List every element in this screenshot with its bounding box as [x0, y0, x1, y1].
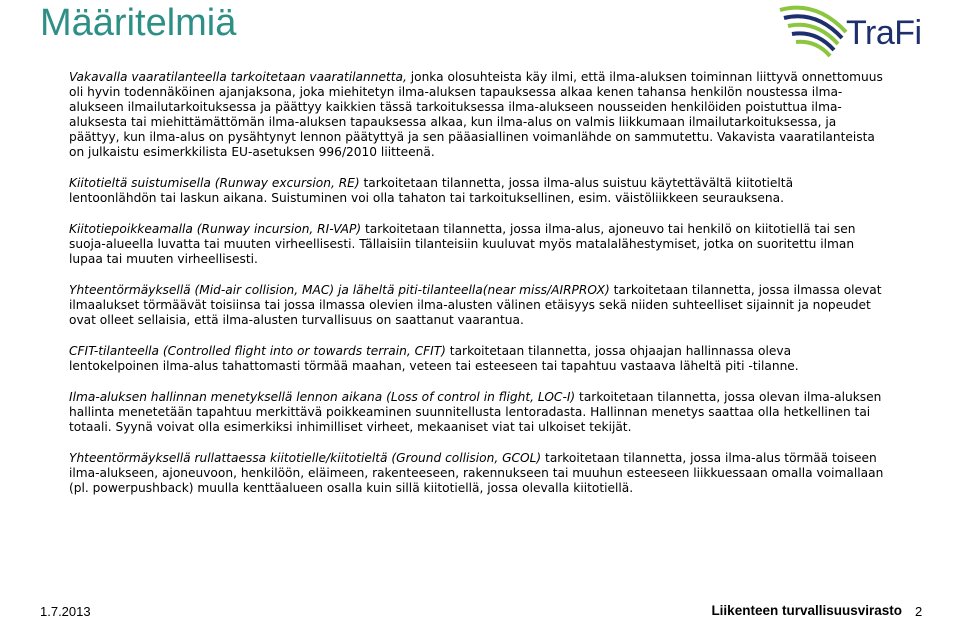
definition-paragraph — [69, 70, 884, 160]
definition-paragraph — [69, 390, 884, 435]
definition-term: Yhteentörmäyksellä (Mid-air collision, MAC) ja läheltä piti-tilanteella(near miss/AIRPROX) — [69, 283, 610, 297]
definition-text: tarkoitetaan tilannetta, jossa ilmassa olevat ilmaalukset törmäävät toisiinsa tai jossa ilmassa olevien ilma-alusten välinen etäisyys sekä niiden suhteelliset sijainnit ja nopeudet ovat olleet sellaisia, että ilma-alusten turvallisuus on saattanut vaarantua. — [69, 283, 882, 327]
definition-term: Yhteentörmäyksellä rullattaessa kiitotiellе/kiitotieltä (Ground collision, GCOL) — [69, 451, 542, 465]
definition-text: jonka olosuhteista käy ilmi, että ilma-aluksen toiminnan liittyvä onnettomuus oli hyvin todennäköinen ajanjaksona, joka miehitetyn ilma-aluksen tapauksessa alkaa kenen tahansa henkilön noustessa ilma-alukseen ilmailutarkoituksessa ja päättyy kaikkien tässä tarkoituksessa ilma-alukseen nousseiden henkilöiden poistuttua ilma-aluksesta tai miehittämättömän ilma-aluksen tapauksessa alkaa, kun ilma-alus on valmis liikkumaan ilmailutarkoituksessa, ja päättyy, kun ilma-alus on pysähtynyt lennon päätyttyä ja sen pääasiallinen voimanlähde on sammutettu. Vakavista vaaratilanteista on julkaistu esimerkkilista EU-asetuksen 996/2010 liitteenä. — [69, 70, 883, 159]
page-title: Määritelmiä — [40, 2, 237, 44]
logo-text: TraFi — [846, 14, 922, 52]
logo-swoosh-icon — [776, 2, 856, 66]
definition-paragraph — [69, 451, 884, 496]
footer-organization: Liikenteen turvallisuusvirasto — [711, 603, 902, 618]
definition-term: Kiitotieltä suistumisella (Runway excursion, RE) — [69, 176, 360, 190]
definition-paragraph — [69, 344, 884, 374]
definitions-body — [69, 70, 884, 512]
definition-paragraph — [69, 222, 884, 267]
footer-date: 1.7.2013 — [40, 604, 91, 619]
definition-text: tarkoitetaan tilannetta, jossa olevan ilma-aluksen hallinta menetetään tapahtuu merkittävä poikkeaminen suunnitellusta lentoradasta. Hallinnan menetys saattaa olla hetkellinen tai totaali. Syynä voivat olla esimerkiksi inhimilliset virheet, mekaaniset viat tai ulkoiset tekijät. — [69, 390, 882, 434]
definition-text: tarkoitetaan tilannetta, jossa ilma-alus suistuu käytettävältä kiitotieltä lentoonlähdön tai laskun aikana. Suistuminen voi olla tahaton tai tarkoituksellinen, esim. väistöliikkeen seurauksena. — [69, 176, 794, 205]
definition-text: tarkoitetaan tilannetta, jossa ilma-alus, ajoneuvo tai henkilö on kiitotiellä tai sen suoja-alueella luvatta tai muuten virheellisesti. Tällaisiin tilanteisiin kuuluvat myös matalalähestymiset, jotka on suoritettu ilman lupaa tai muuten virheellisesti. — [69, 222, 856, 266]
definition-term: Vakavalla vaaratilanteella tarkoitetaan vaaratilannetta, — [69, 70, 407, 84]
definition-term: Kiitotiepoikkeamalla (Runway incursion, RI-VAP) — [69, 222, 362, 236]
definition-term: CFIT-tilanteella (Controlled flight into or towards terrain, CFIT) — [69, 344, 446, 358]
definition-paragraph — [69, 176, 884, 206]
definition-paragraph — [69, 283, 884, 328]
page-number: 2 — [915, 604, 923, 619]
definition-term: Ilma-aluksen hallinnan menetyksellä lennon aikana (Loss of control in flight, LOC-I) — [69, 390, 576, 404]
definition-text: tarkoitetaan tilannetta, jossa ohjaajan hallinnassa oleva lentokelpoinen ilma-alus tahattomasti törmää maahan, veteen tai esteeseen tai tapahtuu vastaava läheltä piti -tilanne. — [69, 344, 799, 373]
definition-text: tarkoitetaan tilannetta, jossa ilma-alus törmää toiseen ilma-alukseen, ajoneuvoon, henkilöön, eläimeen, rakenteeseen, rakennukseen tai muuhun esteeseen liikkuessaan omalla voimallaan (pl. powerpushback) muulla kenttäalueen osalla kuin sillä kiitotiellä, jossa olevalla kiitotiellä. — [69, 451, 884, 495]
trafi-logo — [776, 2, 936, 66]
